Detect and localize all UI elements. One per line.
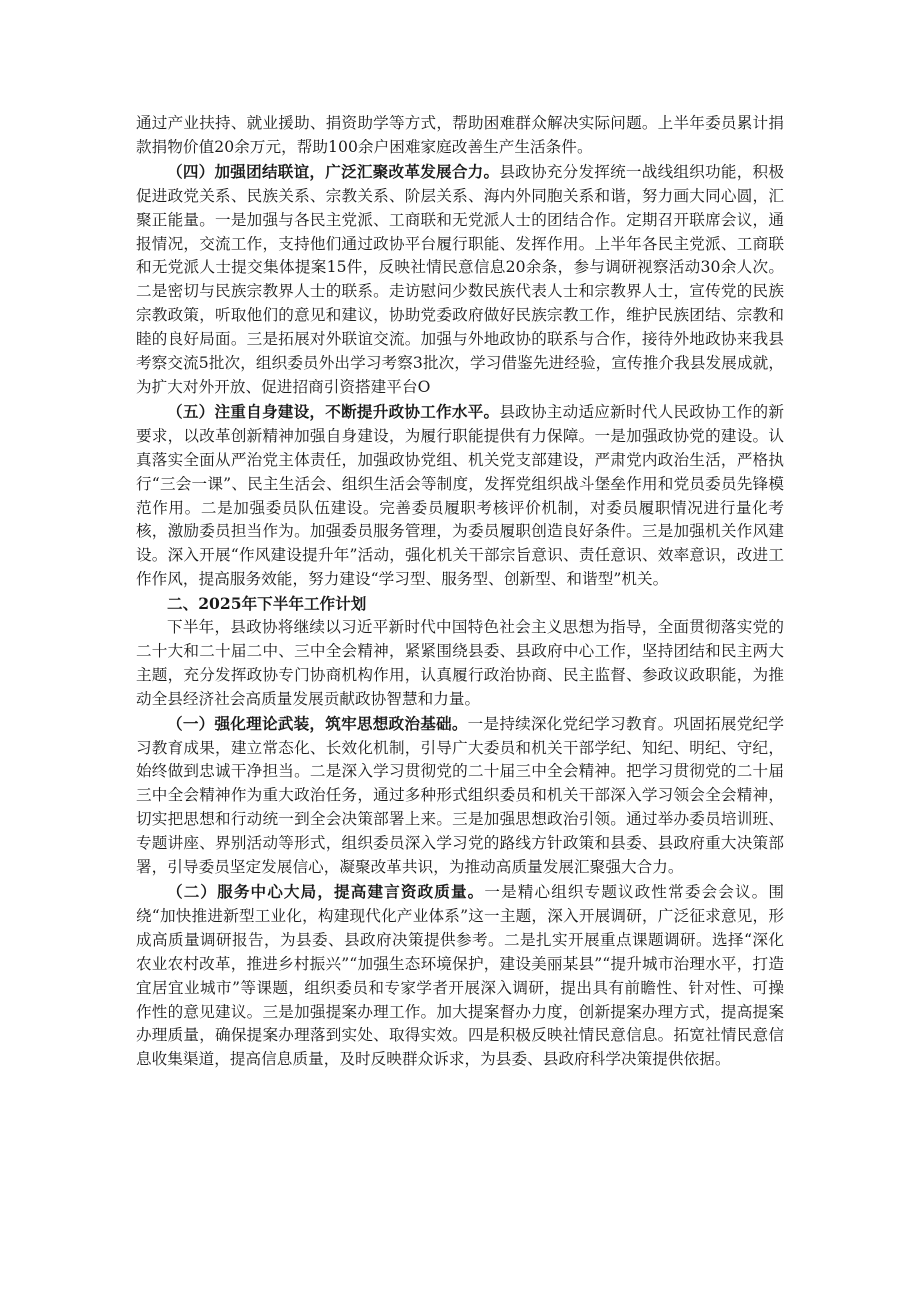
section-lead-title: （一）强化理论武装，筑牢思想政治基础。 [167, 713, 468, 733]
section-lead-title: （五）注重自身建设，不断提升政协工作水平。 [167, 401, 500, 421]
paragraph-text: 下半年，县政协将继续以习近平新时代中国特色社会主义思想为指导，全面贯彻落实党的二十大和二十届二中、三中全会精神，紧紧围绕县委、县政府中心工作，坚持团结和民主两大主题，充分发挥政协专门协商机构作用，认真履行政治协商、民主监督、参政议政职能，为推动全县经济社会高质量发展贡献政协智慧和力量。 [136, 618, 784, 708]
paragraph-section-5 [136, 400, 784, 592]
section-lead-title: （四）加强团结联谊，广泛汇聚改革发展合力。 [167, 161, 500, 181]
paragraph-plan-intro [136, 616, 784, 712]
paragraph-continuation [136, 112, 784, 160]
paragraph-text: 县政协主动适应新时代人民政协工作的新要求，以改革创新精神加强自身建设，为履行职能提供有力保障。一是加强政协党的建设。认真落实全面从严治党主体责任，加强政协党组、机关党支部建设，严肃党内政治生活，严格执行“三会一课”、民主生活会、组织生活会等制度，发挥党组织战斗堡垒作用和党员委员先锋模范作用。二是加强委员队伍建设。完善委员履职考核评价机制，对委员履职情况进行量化考核，激励委员担当作为。加强委员服务管理，为委员履职创造良好条件。三是加强机关作风建设。深入开展“作风建设提升年”活动，强化机关干部宗旨意识、责任意识、效率意识，改进工作作风，提高服务效能，努力建设“学习型、服务型、创新型、和谐型”机关。 [136, 402, 784, 589]
paragraph-section-4 [136, 160, 784, 400]
paragraph-text: 一是持续深化党纪学习教育。巩固拓展党纪学习教育成果，建立常态化、长效化机制，引导广大委员和机关干部学纪、知纪、明纪、守纪，始终做到忠诚干净担当。二是深入学习贯彻党的二十届三中全会精神。把学习贯彻党的二十届三中全会精神作为重大政治任务，通过多种形式组织委员和机关干部深入学习领会全会精神，切实把思想和行动统一到全会决策部署上来。三是加强思想政治引领。通过举办委员培训班、专题讲座、界别活动等形式，组织委员深入学习党的路线方针政策和县委、县政府重大决策部署，引导委员坚定发展信心，凝聚改革共识，为推动高质量发展汇聚强大合力。 [136, 714, 784, 877]
paragraph-text: 县政协充分发挥统一战线组织功能，积极促进政党关系、民族关系、宗教关系、阶层关系、海内外同胞关系和谐，努力画大同心圆，汇聚正能量。一是加强与各民主党派、工商联和无党派人士的团结合作。定期召开联席会议，通报情况，交流工作，支持他们通过政协平台履行职能、发挥作用。上半年各民主党派、工商联和无党派人士提交集体提案15件，反映社情民意信息20余条，参与调研视察活动30余人次。二是密切与民族宗教界人士的联系。走访慰问少数民族代表人士和宗教界人士，宣传党的民族宗教政策，听取他们的意见和建议，协助党委政府做好民族宗教工作，维护民族团结、宗教和睦的良好局面。三是拓展对外联谊交流。加强与外地政协的联系与合作，接待外地政协来我县考察交流5批次，组织委员外出学习考察3批次，学习借鉴先进经验，宣传推介我县发展成就，为扩大对外开放、促进招商引资搭建平台O [136, 162, 784, 396]
paragraph-plan-2 [136, 880, 784, 1072]
paragraph-plan-1 [136, 712, 784, 880]
document-page [136, 112, 784, 1072]
section-lead-title: （二）服务中心大局，提高建言资政质量。 [167, 882, 485, 901]
paragraph-text: 一是精心组织专题议政性常委会会议。围绕“加快推进新型工业化，构建现代化产业体系”这一主题，深入开展调研，广泛征求意见，形成高质量调研报告，为县委、县政府决策提供参考。二是扎实开展重点课题调研。选择“深化农业农村改革，推进乡村振兴”“加强生态环境保护，建设美丽某县”“提升城市治理水平，打造宜居宜业城市”等课题，组织委员和专家学者开展深入调研，提出具有前瞻性、针对性、可操作性的意见建议。三是加强提案办理工作。加大提案督办力度，创新提案办理方式，提高提案办理质量，确保提案办理落到实处、取得实效。四是积极反映社情民意信息。拓宽社情民意信息收集渠道，提高信息质量，及时反映群众诉求，为县委、县政府科学决策提供依据。 [136, 883, 785, 1069]
paragraph-text: 通过产业扶持、就业援助、捐资助学等方式，帮助困难群众解决实际问题。上半年委员累计捐款捐物价值20余万元，帮助100余户困难家庭改善生产生活条件。 [136, 114, 784, 156]
section-heading: 二、2025年下半年工作计划 [167, 594, 367, 614]
